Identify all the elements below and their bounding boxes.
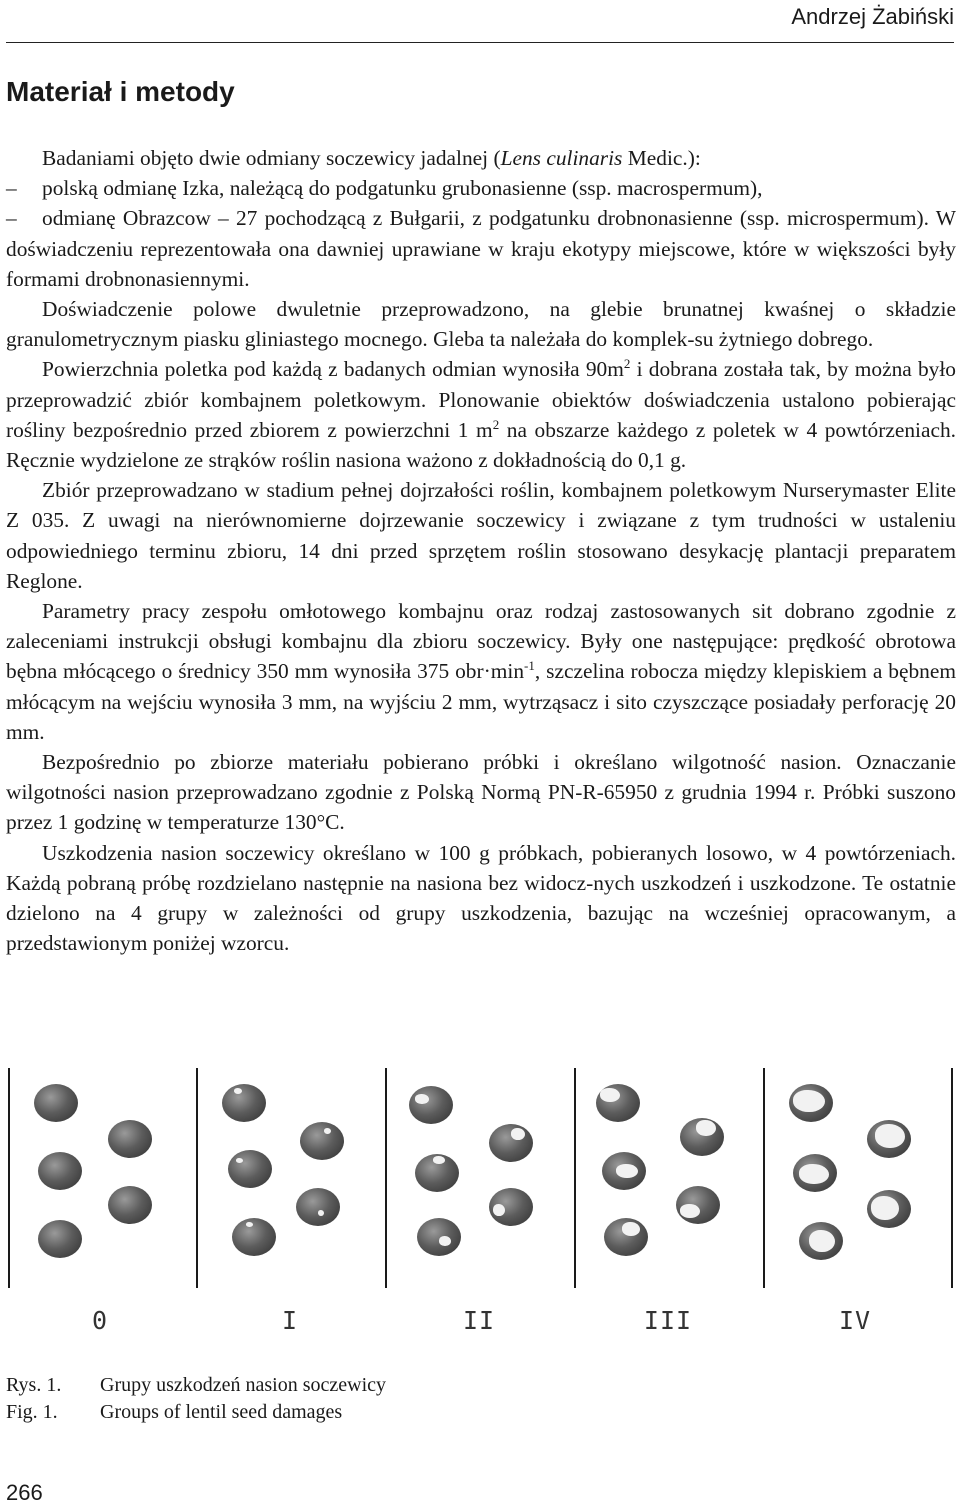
figure-divider — [951, 1068, 953, 1288]
lentil-seed — [799, 1222, 843, 1260]
group-label: IV — [838, 1306, 872, 1335]
caption-polish — [6, 1372, 386, 1399]
list-dash: – — [6, 206, 17, 231]
paragraph-plot — [6, 354, 956, 475]
lentil-seed — [108, 1120, 152, 1158]
paragraph-moisture: Bezpośrednio po zbiorze materiału pobierano próbki i określano wilgotność nasion. Oznaczanie wilgotności nasion przeprowadzano zgodnie z Polską Normą PN-R-65950 z grudnia 1994 r. Próbki suszono przez 1 godzinę w temperaturze 130°C. — [6, 750, 956, 835]
lentil-seed — [300, 1122, 344, 1160]
lentil-seed — [34, 1084, 78, 1122]
intro-text: Badaniami objęto dwie odmiany soczewicy jadalnej ( — [42, 146, 501, 170]
parameters-text-a: Parametry pracy zespołu omłotowego kombajnu oraz rodzaj zastosowanych sit dobrano zgodnie z zaleceniami instrukcji obsługi kombajnu dla zbioru soczewicy. Były one następujące: prędkość obrotowa bębna młócącego o średnicy 350 mm wynosiła 375 obr·min — [6, 599, 956, 684]
section-title: Materiał i metody — [6, 76, 235, 107]
lentil-seed — [676, 1186, 720, 1224]
parameters-text-b: , szczelina robocza między klepiskiem a bębnem młócącym na wejściu wynosiła 3 mm, na wyjściu 2 mm, wytrząsacz i sito czyszczące posiadały perforację 20 mm. — [6, 659, 956, 744]
seed-group-i — [196, 1068, 384, 1360]
paragraph-damage: Uszkodzenia nasion soczewicy określano w 100 g próbkach, pobieranych losowo, w 4 powtórzeniach. Każdą pobraną próbę rozdzielano następnie na nasiona bez widocz-nych uszkodzeń i uszkodzone. Te ostatnie dzielono na 4 grupy w zależności od grupy uszkodzenia, bazując na wcześniej opracowanym, a przedstawionym poniżej wzorcu. — [6, 840, 956, 956]
lentil-seed — [296, 1188, 340, 1226]
lentil-seed — [409, 1086, 453, 1124]
lentil-seed — [232, 1218, 276, 1256]
seed-group-iii — [574, 1068, 762, 1360]
lentil-seed — [489, 1188, 533, 1226]
lentil-seed — [596, 1084, 640, 1122]
lentil-seed — [867, 1120, 911, 1158]
group-label: III — [643, 1306, 693, 1335]
page-number: 266 — [6, 1480, 43, 1505]
body-text — [6, 143, 956, 958]
running-head-author: Andrzej Żabiński — [791, 4, 954, 29]
lentil-seed — [789, 1084, 833, 1122]
lentil-seed — [415, 1154, 459, 1192]
superscript: 2 — [492, 416, 500, 432]
list-item — [6, 173, 956, 203]
figure-captions — [6, 1372, 386, 1426]
caption-label: Fig. 1. — [6, 1401, 58, 1423]
seed-damage-figure — [8, 1068, 953, 1360]
seed-group-ii — [385, 1068, 573, 1360]
group-label: II — [462, 1306, 496, 1335]
seed-group-0 — [8, 1068, 196, 1360]
lentil-seed — [222, 1084, 266, 1122]
list-item-text: odmianę Obrazcow – 27 pochodzącą z Bułgarii, z podgatunku drobnonasienne (ssp. microspermum). W doświadczeniu reprezentowała ona dawniej uprawiane w kraju ekotypy miejscowe, które w większości były formami drobnonasiennymi. — [6, 206, 956, 291]
lentil-seed — [793, 1154, 837, 1192]
lentil-seed — [38, 1152, 82, 1190]
header-rule — [6, 42, 954, 43]
lentil-seed — [228, 1150, 272, 1188]
lentil-seed — [38, 1220, 82, 1258]
intro-text-end: Medic.): — [622, 146, 701, 170]
lentil-seed — [489, 1124, 533, 1162]
lentil-seed — [417, 1218, 461, 1256]
paragraph-intro — [6, 143, 956, 173]
paragraph-parameters — [6, 596, 956, 747]
lentil-seed — [108, 1186, 152, 1224]
plot-text-a: Powierzchnia poletka pod każdą z badanych odmian wynosiła 90m — [42, 357, 624, 382]
lentil-seed — [867, 1190, 911, 1228]
superscript: 2 — [623, 356, 631, 372]
paragraph-harvest: Zbiór przeprowadzano w stadium pełnej dojrzałości roślin, kombajnem poletkowym Nurserymaster Elite Z 035. Z uwagi na nierównomierne dojrzewanie soczewicy i związane z tym trudności w ustaleniu odpowiedniego terminu zbioru, 14 dni przed sprzętem roślin stosowano desykację plantacji preparatem Reglone. — [6, 478, 956, 593]
plot-text-b: i dobrana została tak, by można było przeprowadzić zbiór kombajnem poletkowym. Plonowanie obiektów doświadczenia ustalono pobierając rośliny bezpośrednio przed zbiorem z powierzchni 1 m — [6, 357, 956, 442]
group-label: 0 — [91, 1306, 109, 1335]
lentil-seed — [680, 1118, 724, 1156]
group-label: I — [281, 1306, 299, 1335]
list-item — [6, 203, 956, 294]
list-dash: – — [6, 176, 17, 201]
seed-group-iv — [763, 1068, 951, 1360]
list-item-text: polską odmianę Izka, należącą do podgatunku grubonasienne (ssp. macrospermum), — [42, 176, 763, 201]
species-name: Lens culinaris — [500, 146, 623, 170]
caption-text: Groups of lentil seed damages — [100, 1401, 343, 1423]
superscript: -1 — [524, 658, 535, 674]
lentil-seed — [604, 1218, 648, 1256]
lentil-seed — [602, 1152, 646, 1190]
caption-label: Rys. 1. — [6, 1374, 62, 1396]
paragraph-soil: Doświadczenie polowe dwuletnie przeprowadzono, na glebie brunatnej kwaśnej o składzie granulometrycznym piasku gliniastego mocnego. Gleba ta należała do komplek-su żytniego dobrego. — [6, 297, 956, 352]
caption-english — [6, 1399, 386, 1426]
plot-text-c: na obszarze każdego z poletek w 4 powtórzeniach. Ręcznie wydzielone ze strąków roślin nasiona ważono z dokładnością do 0,1 g. — [6, 417, 956, 473]
caption-text: Grupy uszkodzeń nasion soczewicy — [100, 1374, 387, 1396]
